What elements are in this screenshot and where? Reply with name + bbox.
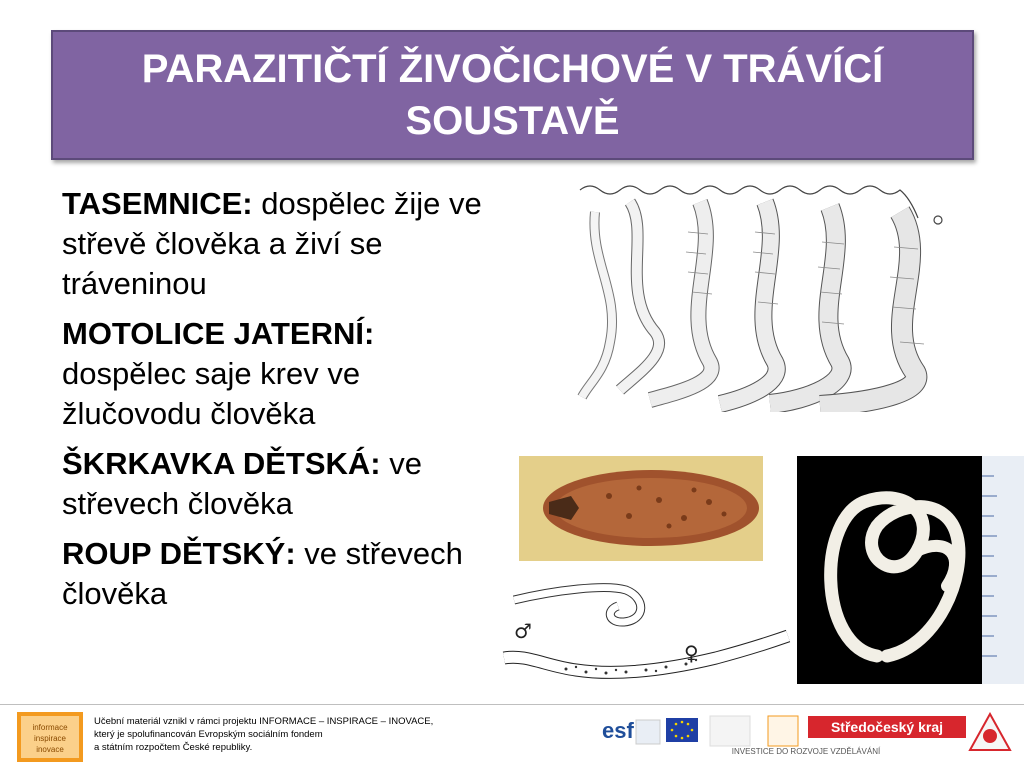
- term-label: MOTOLICE JATERNÍ:: [62, 316, 375, 351]
- footer-line: a státním rozpočtem České republiky.: [94, 742, 253, 753]
- term-description: dospělec žije ve střevě člověka a živí se tráveninou: [62, 186, 482, 301]
- esf-logo: esf: [602, 718, 634, 743]
- female-symbol: ♀: [684, 641, 699, 665]
- svg-text:inspirace: inspirace: [33, 734, 67, 743]
- item-tasemnice: [62, 184, 482, 304]
- term-description: ve střevech člověka: [62, 536, 463, 611]
- item-roup: [62, 534, 482, 614]
- investice-text: INVESTICE DO ROZVOJE VZDĚLÁVÁNÍ: [731, 747, 881, 756]
- term-label: TASEMNICE:: [62, 186, 253, 221]
- item-motolice: [62, 314, 482, 434]
- footer-text: [94, 715, 474, 754]
- footer-line: který je spolufinancován Evropským sociálním fondem: [94, 729, 323, 740]
- parasite-list: [62, 184, 482, 624]
- pinworm-image: [496, 570, 796, 695]
- term-description: dospělec saje krev ve žlučovodu člověka: [62, 356, 361, 431]
- project-logo: [17, 712, 83, 762]
- liver-fluke-image: [519, 456, 763, 561]
- roundworm-image: [797, 456, 1024, 684]
- svg-text:informace: informace: [32, 723, 68, 732]
- stredocesky-kraj-badge: Středočeský kraj: [808, 716, 966, 738]
- term-description: ve střevech člověka: [62, 446, 422, 521]
- footer-divider: [0, 704, 1024, 705]
- term-label: ŠKRKAVKA DĚTSKÁ:: [62, 446, 381, 481]
- svg-text:inovace: inovace: [36, 745, 64, 754]
- region-emblem-icon: [968, 712, 1012, 752]
- item-skrkavka: [62, 444, 482, 524]
- male-symbol: ♂: [514, 619, 532, 643]
- slide-title: PARAZITIČTÍ ŽIVOČICHOVÉ V TRÁVÍCÍ SOUSTAVĚ: [51, 30, 974, 160]
- footer-line: Učební materiál vznikl v rámci projektu INFORMACE – INSPIRACE – INOVACE,: [94, 716, 434, 727]
- tapeworm-image: [560, 172, 960, 412]
- term-label: ROUP DĚTSKÝ:: [62, 536, 296, 571]
